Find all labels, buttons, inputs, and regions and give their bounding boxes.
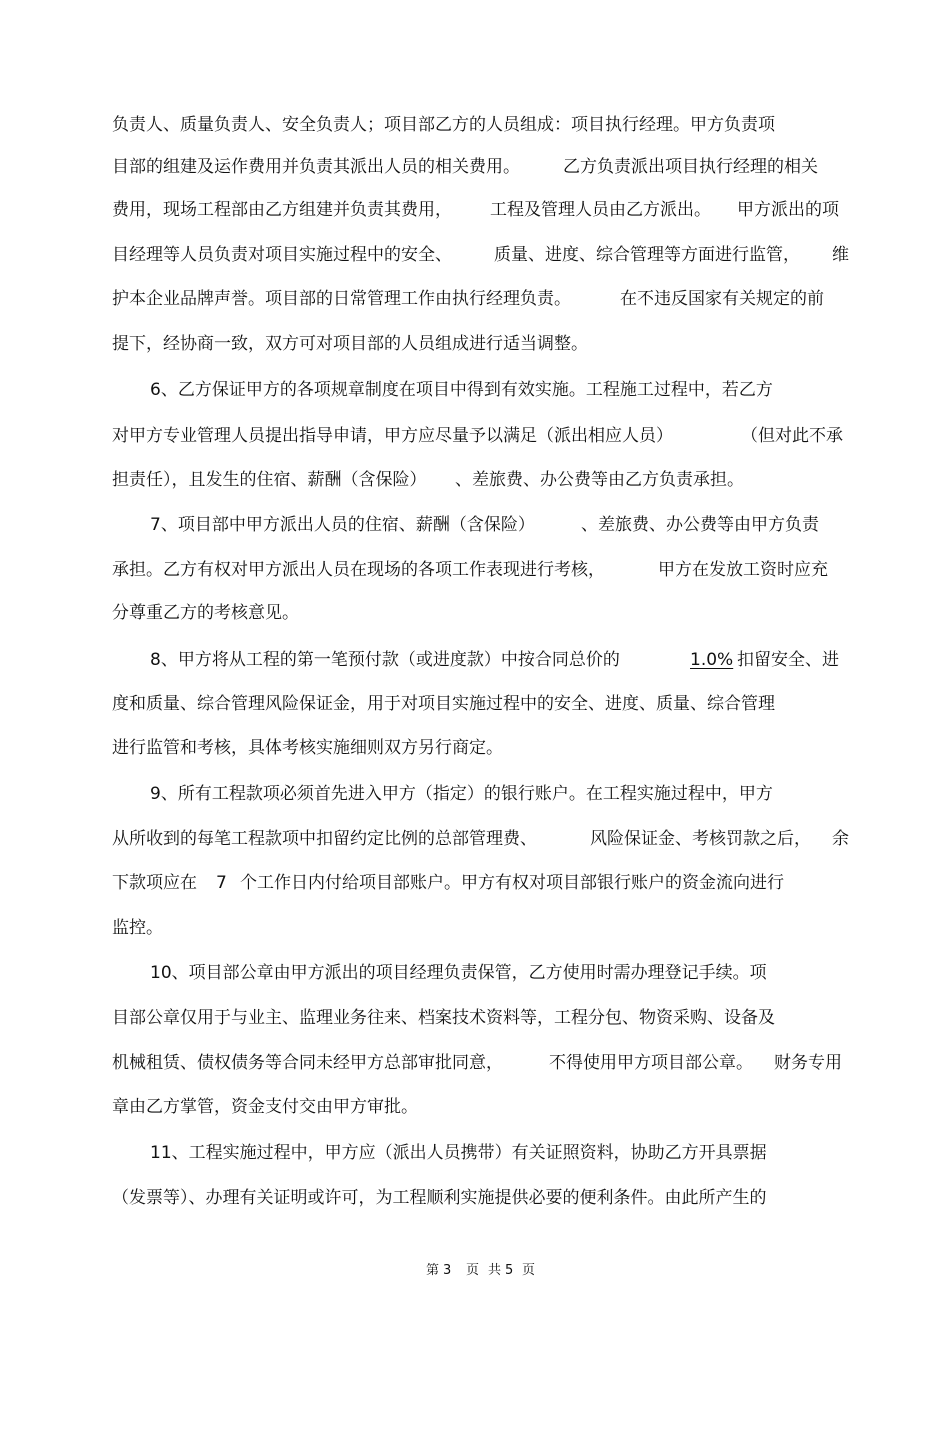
text-segment: 风险保证金、考核罚款之后， [590, 829, 811, 849]
paragraph-line [0, 1048, 950, 1078]
text-segment: 余 [832, 829, 849, 849]
paragraph-line [0, 645, 950, 675]
paragraph-line [0, 152, 950, 182]
paragraph-line [0, 779, 950, 809]
text-segment: 护本企业品牌声誉。项目部的日常管理工作由执行经理负责。 [112, 289, 571, 309]
text-segment: （发票等）、办理有关证明或许可，为工程顺利实施提供必要的便利条件。由此所产生的 [112, 1188, 767, 1208]
text-segment: 、差旅费、办公费等由乙方负责承担。 [455, 470, 744, 490]
text-segment: 6、乙方保证甲方的各项规章制度在项目中得到有效实施。工程施工过程中，若乙方 [150, 380, 773, 400]
text-segment: 个工作日内付给项目部账户。甲方有权对项目部银行账户的资金流向进行 [240, 873, 784, 893]
paragraph-line [0, 598, 950, 628]
text-segment: 财务专用 [774, 1053, 842, 1073]
paragraph-line [0, 284, 950, 314]
text-segment: 7、项目部中甲方派出人员的住宿、薪酬（含保险） [150, 515, 535, 535]
footer-label-ye: 页 [466, 1263, 480, 1278]
text-segment: 9、所有工程款项必须首先进入甲方（指定）的银行账户。在工程实施过程中，甲方 [150, 784, 773, 804]
footer-label-ye: 页 [522, 1263, 536, 1278]
page-footer [0, 1259, 950, 1283]
text-segment: 分尊重乙方的考核意见。 [112, 603, 299, 623]
guarantee-rate-value: 1.0% [690, 650, 734, 670]
paragraph-line [0, 240, 950, 270]
text-segment: 不得使用甲方项目部公章。 [549, 1053, 753, 1073]
paragraph-line [0, 1003, 950, 1033]
text-segment: 进行监管和考核，具体考核实施细则双方另行商定。 [112, 738, 503, 758]
text-segment: 机械租赁、债权债务等合同未经甲方总部审批同意， [112, 1053, 503, 1073]
text-segment: 、差旅费、办公费等由甲方负责 [581, 515, 819, 535]
paragraph-line [0, 689, 950, 719]
paragraph-line [0, 329, 950, 359]
footer-label-gong: 共 [488, 1263, 502, 1278]
text-segment: 11、工程实施过程中，甲方应（派出人员携带）有关证照资料，协助乙方开具票据 [150, 1143, 767, 1163]
text-segment: 8、甲方将从工程的第一笔预付款（或进度款）中按合同总价的 [150, 650, 620, 670]
text-segment: 提下，经协商一致，双方可对项目部的人员组成进行适当调整。 [112, 334, 588, 354]
paragraph-line [0, 824, 950, 854]
text-segment: 甲方派出的项 [737, 200, 839, 220]
text-segment: 乙方负责派出项目执行经理的相关 [563, 157, 818, 177]
text-segment: 目经理等人员负责对项目实施过程中的安全、 [112, 245, 452, 265]
footer-label-di: 第 [426, 1263, 440, 1278]
paragraph-line [0, 958, 950, 988]
text-segment: 负责人、质量负责人、安全负责人；项目部乙方的人员组成：项目执行经理。甲方负责项 [112, 115, 775, 135]
text-segment: 质量、进度、综合管理等方面进行监管， [494, 245, 800, 265]
paragraph-line [0, 195, 950, 225]
text-segment: 从所收到的每笔工程款项中扣留约定比例的总部管理费、 [112, 829, 537, 849]
paragraph-line [0, 375, 950, 405]
paragraph-line [0, 421, 950, 451]
text-segment: 在不违反国家有关规定的前 [620, 289, 824, 309]
text-segment: （但对此不承 [741, 426, 843, 446]
text-segment: 10、项目部公章由甲方派出的项目经理负责保管，乙方使用时需办理登记手续。项 [150, 963, 767, 983]
text-segment: 章由乙方掌管，资金支付交由甲方审批。 [112, 1097, 418, 1117]
text-segment: 费用，现场工程部由乙方组建并负责其费用， [112, 200, 452, 220]
total-page-number: 5 [505, 1263, 514, 1278]
paragraph-line [0, 733, 950, 763]
paragraph-line [0, 510, 950, 540]
paragraph-line [0, 913, 950, 943]
text-segment: 维 [832, 245, 849, 265]
text-segment: 扣留安全、进 [737, 650, 839, 670]
payment-days-value: 7 [216, 873, 227, 893]
paragraph-line [0, 465, 950, 495]
current-page-number: 3 [443, 1263, 452, 1278]
paragraph-line [0, 1138, 950, 1168]
text-segment: 度和质量、综合管理风险保证金，用于对项目实施过程中的安全、进度、质量、综合管理 [112, 694, 775, 714]
paragraph-line [0, 868, 950, 898]
paragraph-line [0, 1092, 950, 1122]
text-segment: 目部的组建及运作费用并负责其派出人员的相关费用。 [112, 157, 520, 177]
text-segment: 监控。 [112, 918, 163, 938]
paragraph-line [0, 555, 950, 585]
paragraph-line [0, 1183, 950, 1213]
text-segment: 担责任），且发生的住宿、薪酬（含保险） [112, 470, 427, 490]
text-segment: 工程及管理人员由乙方派出。 [490, 200, 711, 220]
text-segment: 对甲方专业管理人员提出指导申请，甲方应尽量予以满足（派出相应人员） [112, 426, 673, 446]
text-segment: 下款项应在 [112, 873, 197, 893]
paragraph-line [0, 110, 950, 140]
text-segment: 目部公章仅用于与业主、监理业务往来、档案技术资料等，工程分包、物资采购、设备及 [112, 1008, 775, 1028]
text-segment: 承担。乙方有权对甲方派出人员在现场的各项工作表现进行考核， [112, 560, 605, 580]
text-segment: 甲方在发放工资时应充 [658, 560, 828, 580]
